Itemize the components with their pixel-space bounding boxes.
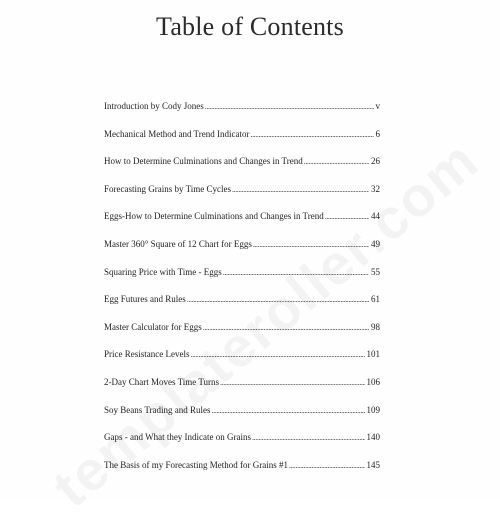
toc-entry-page: v bbox=[375, 101, 380, 111]
toc-entry-page: 98 bbox=[371, 321, 380, 332]
toc-entry-label: Forecasting Grains by Time Cycles bbox=[104, 183, 231, 194]
dot-leader bbox=[190, 350, 364, 359]
toc-entry[interactable] bbox=[104, 184, 380, 212]
toc-entry-page: 101 bbox=[366, 349, 380, 360]
toc-entry-page: 55 bbox=[371, 266, 380, 277]
toc-entry[interactable] bbox=[104, 405, 380, 433]
toc-entry-label: How to Determine Culminations and Changes in Trend bbox=[104, 156, 303, 167]
dot-leader bbox=[223, 268, 369, 277]
toc-entry-label: 2-Day Chart Moves Time Turns bbox=[104, 376, 220, 387]
toc-entry-page: 61 bbox=[371, 294, 380, 305]
toc-entry[interactable] bbox=[104, 322, 380, 350]
toc-entry-label: Gaps - and What they Indicate on Grains bbox=[104, 432, 252, 443]
dot-leader bbox=[187, 295, 369, 304]
toc-entry-page: 44 bbox=[371, 211, 380, 222]
toc-entry-page: 140 bbox=[366, 432, 380, 443]
dot-leader bbox=[253, 240, 369, 249]
toc-entry[interactable] bbox=[104, 129, 380, 157]
toc-entry[interactable] bbox=[104, 101, 380, 129]
toc-entry[interactable] bbox=[104, 349, 380, 377]
dot-leader bbox=[250, 130, 373, 139]
page-title: Table of Contents bbox=[156, 12, 344, 41]
toc-entry-label: Eggs-How to Determine Culminations and Changes in Trend bbox=[104, 211, 324, 222]
toc-entry-label: Egg Futures and Rules bbox=[104, 294, 186, 305]
toc-entry-page: 6 bbox=[375, 128, 380, 139]
toc-entry-label: Price Resistance Levels bbox=[104, 349, 190, 360]
dot-leader bbox=[325, 212, 369, 221]
toc-entry[interactable] bbox=[104, 239, 380, 267]
toc-entry[interactable] bbox=[104, 377, 380, 405]
dot-leader bbox=[212, 406, 365, 415]
toc-entry-page: 106 bbox=[366, 376, 380, 387]
toc-entry[interactable] bbox=[104, 211, 380, 239]
dot-leader bbox=[220, 378, 364, 387]
dot-leader bbox=[232, 185, 369, 194]
dot-leader bbox=[304, 157, 369, 166]
toc-entry-page: 26 bbox=[371, 156, 380, 167]
toc-entry-page: 32 bbox=[371, 183, 380, 194]
dot-leader bbox=[289, 461, 365, 470]
toc-entry-label: Mechanical Method and Trend Indicator bbox=[104, 128, 250, 139]
toc-entry-page: 49 bbox=[371, 238, 380, 249]
toc-entry-label: Soy Beans Trading and Rules bbox=[104, 404, 211, 415]
dot-leader bbox=[252, 433, 364, 442]
toc-entry-label: The Basis of my Forecasting Method for Grains #1 bbox=[104, 459, 288, 470]
dot-leader bbox=[205, 102, 374, 111]
dot-leader bbox=[203, 323, 369, 332]
toc-entry-label: Squaring Price with Time - Eggs bbox=[104, 266, 222, 277]
toc-entry-page: 109 bbox=[366, 404, 380, 415]
toc-entry[interactable] bbox=[104, 156, 380, 184]
toc-entry[interactable] bbox=[104, 432, 380, 460]
table-of-contents bbox=[104, 101, 380, 487]
toc-entry-label: Master Calculator for Eggs bbox=[104, 321, 202, 332]
toc-entry-page: 145 bbox=[366, 459, 380, 470]
toc-entry[interactable] bbox=[104, 460, 380, 488]
toc-entry-label: Introduction by Cody Jones bbox=[104, 101, 204, 111]
toc-entry[interactable] bbox=[104, 294, 380, 322]
toc-entry[interactable] bbox=[104, 267, 380, 295]
toc-entry-label: Master 360° Square of 12 Chart for Eggs bbox=[104, 238, 252, 249]
